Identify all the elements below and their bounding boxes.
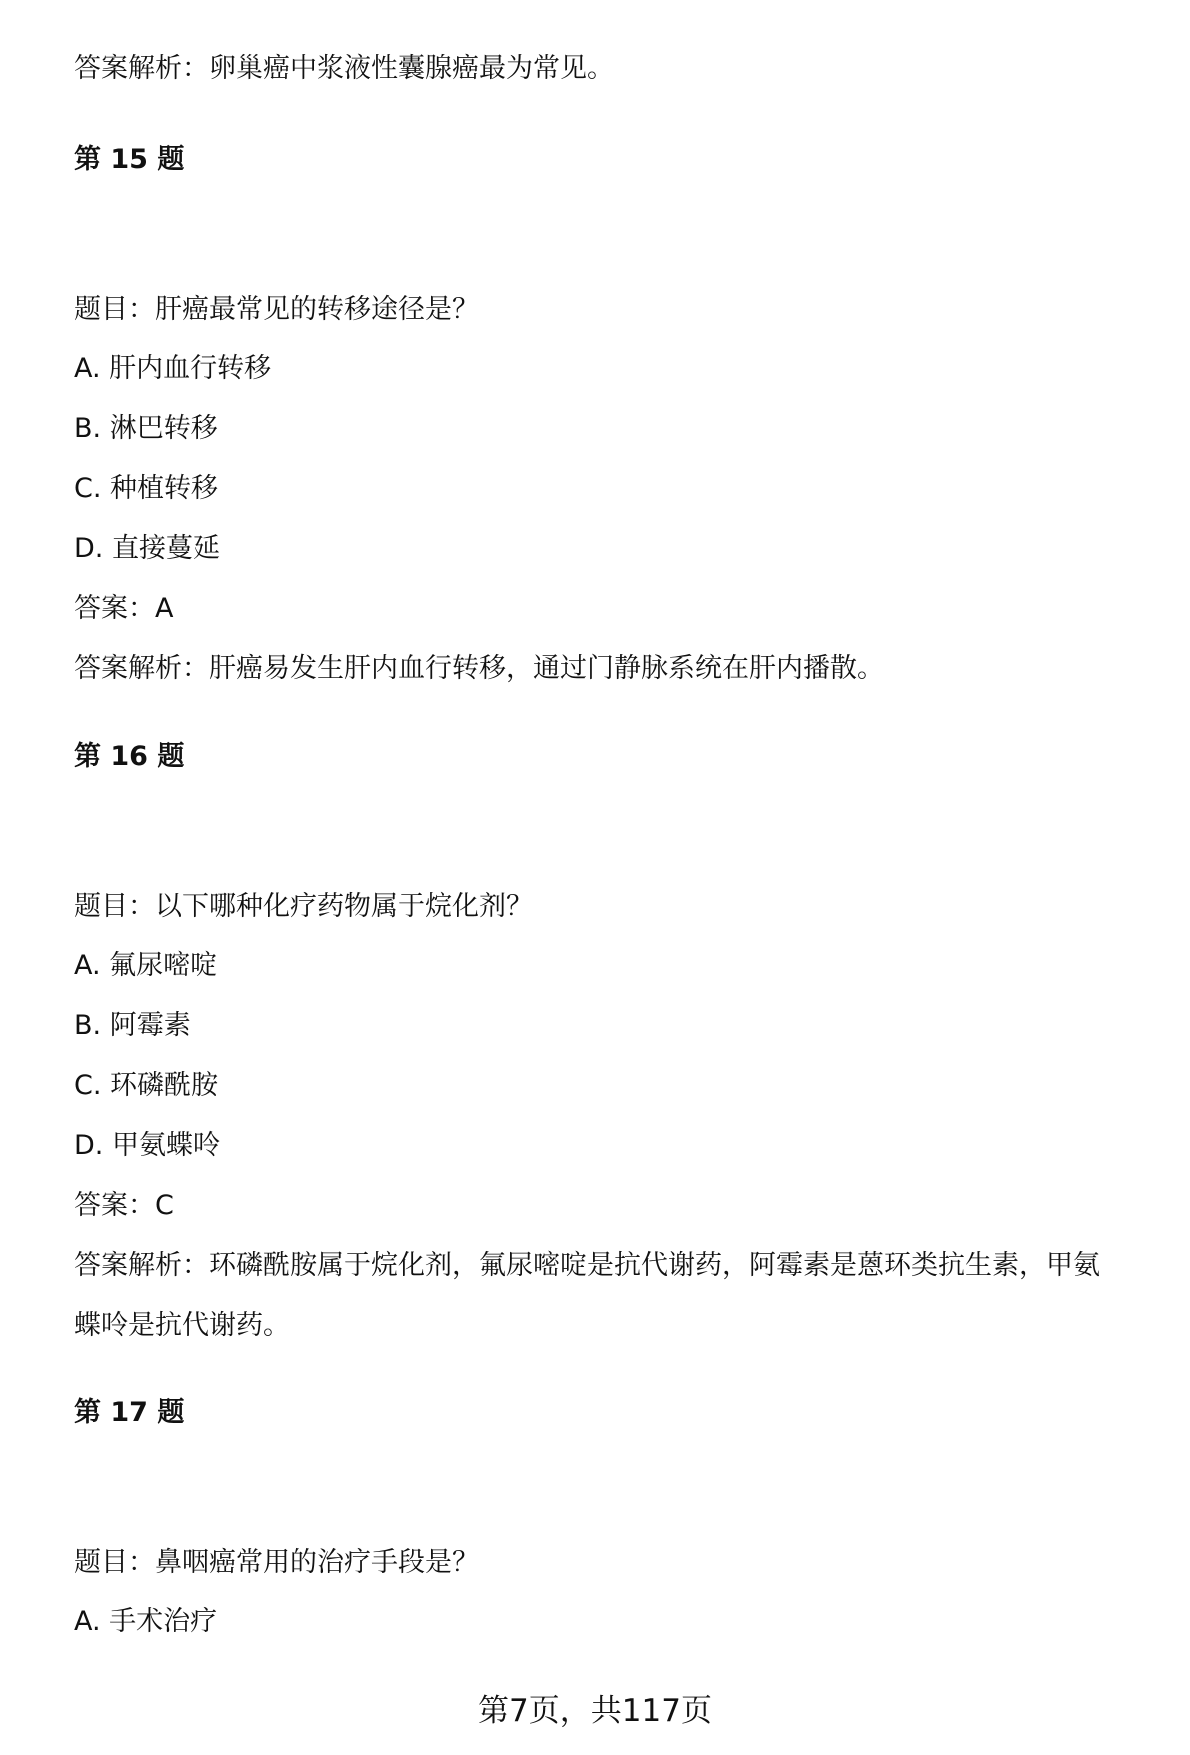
question-heading: 第 15 题 <box>74 144 185 175</box>
question-heading: 第 16 题 <box>74 741 185 772</box>
question-prompt: 题目：以下哪种化疗药物属于烷化剂？ <box>74 891 533 922</box>
prev-explanation: 答案解析：卵巢癌中浆液性囊腺癌最为常见。 <box>74 53 614 84</box>
option-d: D. 直接蔓延 <box>74 533 220 564</box>
answer-explanation: 答案解析：环磷酰胺属于烷化剂，氟尿嘧啶是抗代谢药，阿霉素是蒽环类抗生素，甲氨蝶呤是抗代谢药。 <box>74 1250 1100 1341</box>
question-prompt: 题目：肝癌最常见的转移途径是？ <box>74 294 479 325</box>
option-b: B. 淋巴转移 <box>74 413 218 444</box>
question-heading: 第 17 题 <box>74 1397 185 1428</box>
answer-explanation: 答案解析：肝癌易发生肝内血行转移，通过门静脉系统在肝内播散。 <box>74 653 884 684</box>
question-prompt: 题目：鼻咽癌常用的治疗手段是？ <box>74 1547 479 1578</box>
option-d: D. 甲氨蝶呤 <box>74 1130 220 1161</box>
option-c: C. 种植转移 <box>74 473 219 504</box>
option-c: C. 环磷酰胺 <box>74 1070 219 1101</box>
option-a: A. 氟尿嘧啶 <box>74 950 218 981</box>
option-a: A. 肝内血行转移 <box>74 353 272 384</box>
page-number: 第7页，共117页 <box>478 1693 712 1729</box>
option-a: A. 手术治疗 <box>74 1606 218 1637</box>
answer: 答案：A <box>74 593 174 624</box>
answer: 答案：C <box>74 1190 174 1221</box>
option-b: B. 阿霉素 <box>74 1010 191 1041</box>
